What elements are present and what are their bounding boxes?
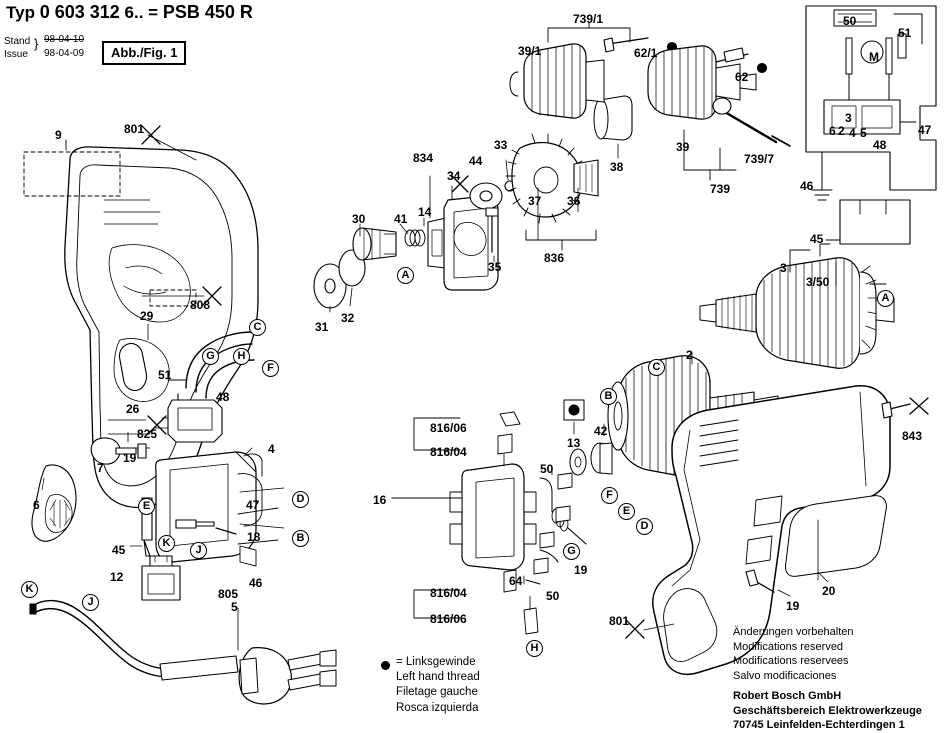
marker-E: E	[618, 503, 635, 520]
callout-12: 12	[110, 570, 124, 584]
callout-M: M	[869, 50, 879, 64]
callout-4: 4	[268, 442, 275, 456]
callout-36: 36	[567, 194, 581, 208]
callout-19: 19	[786, 599, 800, 613]
callout-4: 4	[849, 126, 856, 140]
marker-D: D	[292, 491, 309, 508]
title-suffix: 6.. =	[124, 3, 159, 22]
marker-K: K	[21, 581, 38, 598]
callout-843: 843	[902, 429, 923, 443]
part-12-holder	[142, 556, 180, 600]
callout-48: 48	[216, 390, 230, 404]
company-name: Robert Bosch GmbH	[733, 690, 842, 703]
callout-2: 2	[686, 348, 693, 362]
title-number: 0 603 312	[39, 2, 120, 22]
stand-date-struck: 98-04-10	[44, 34, 85, 45]
credits-line-0: Änderungen vorbehalten	[733, 626, 854, 638]
callout-62: 62	[735, 70, 749, 84]
callout-816-06: 816/06	[430, 421, 467, 435]
callout-19: 19	[574, 563, 588, 577]
callout-46: 46	[800, 179, 814, 193]
callout-5: 5	[860, 126, 867, 140]
callout-29: 29	[140, 309, 154, 323]
marker-F: F	[601, 487, 618, 504]
callout-32: 32	[341, 311, 355, 325]
marker-B: B	[600, 388, 617, 405]
power-cord-5	[30, 601, 336, 704]
marker-G: G	[202, 348, 219, 365]
callout-35: 35	[488, 260, 502, 274]
callout-19: 19	[123, 451, 137, 465]
callout-7: 7	[97, 461, 104, 475]
callout-30: 30	[352, 212, 366, 226]
callout-816-04: 816/04	[430, 586, 467, 600]
callout-33: 33	[494, 138, 508, 152]
legend-line-3: Rosca izquierda	[396, 701, 479, 714]
legend-block	[396, 655, 480, 716]
marker-K: K	[158, 535, 175, 552]
callout-48: 48	[873, 138, 887, 152]
callout-31: 31	[315, 320, 329, 334]
legend-bullet-icon	[381, 661, 390, 670]
marker-E: E	[138, 498, 155, 515]
callout-2: 2	[838, 124, 845, 138]
marker-J: J	[82, 594, 99, 611]
callout-45: 45	[112, 543, 126, 557]
marker-F: F	[262, 360, 279, 377]
wiring-schematic	[806, 6, 936, 244]
company-division: Geschäftsbereich Elektrowerkzeuge	[733, 704, 922, 717]
credits-line-2: Modifications reservees	[733, 655, 849, 668]
callout-51: 51	[158, 368, 172, 382]
callout-44: 44	[469, 154, 483, 168]
marker-B: B	[292, 530, 309, 547]
callout-26: 26	[126, 402, 140, 416]
callout-834: 834	[413, 151, 434, 165]
callout-3: 3	[845, 111, 852, 125]
title-model: PSB 450 R	[162, 2, 253, 22]
callout-62-1: 62/1	[634, 46, 658, 60]
stand-brace: }	[34, 36, 39, 51]
credits-line-1: Modifications reserved	[733, 640, 844, 653]
callout-41: 41	[394, 212, 408, 226]
callout-50: 50	[546, 589, 560, 603]
credits-block	[733, 625, 922, 733]
callout-45: 45	[810, 232, 824, 246]
marker-A: A	[397, 267, 414, 284]
callout-3-50: 3/50	[806, 275, 830, 289]
callout-14: 14	[418, 205, 432, 219]
company-address: 70745 Leinfelden-Echterdingen 1	[733, 719, 905, 732]
callout-5: 5	[231, 600, 238, 614]
callout-20: 20	[822, 584, 836, 598]
callout-808: 808	[190, 298, 211, 312]
callout-50: 50	[843, 14, 857, 28]
callout-6: 6	[829, 124, 836, 138]
callout-39-1: 39/1	[518, 44, 542, 58]
callout-18: 18	[247, 530, 261, 544]
callout-42: 42	[594, 424, 608, 438]
callout-46: 46	[249, 576, 263, 590]
legend-line-0: = Linksgewinde	[396, 656, 476, 668]
callout-739: 739	[710, 182, 731, 196]
callout-38: 38	[610, 160, 624, 174]
marker-H: H	[526, 640, 543, 657]
callout-6: 6	[33, 498, 40, 512]
armature-assembly	[700, 244, 894, 368]
callout-825: 825	[137, 427, 158, 441]
callout-47: 47	[246, 498, 260, 512]
callout-816-06: 816/06	[430, 612, 467, 626]
callout-37: 37	[528, 194, 542, 208]
legend-line-1: Left hand thread	[396, 671, 480, 684]
callout-51: 51	[898, 26, 912, 40]
marker-C: C	[249, 319, 266, 336]
gear-shaft-assembly	[314, 96, 632, 308]
title-prefix: Typ	[6, 3, 35, 22]
callout-64: 64	[509, 574, 523, 588]
callout-39: 39	[676, 140, 690, 154]
callout-739-1: 739/1	[573, 12, 604, 26]
marker-J: J	[190, 542, 207, 559]
marker-H: H	[233, 348, 250, 365]
callout-805: 805	[218, 587, 239, 601]
callout-47: 47	[918, 123, 932, 137]
marker-C: C	[648, 359, 665, 376]
callout-34: 34	[447, 169, 461, 183]
issue-label: Issue	[4, 48, 28, 60]
marker-D: D	[636, 518, 653, 535]
callout-3: 3	[780, 261, 787, 275]
callout-16: 16	[373, 493, 387, 507]
callout-13: 13	[567, 436, 581, 450]
legend-line-2: Filetage gauche	[396, 686, 478, 699]
callout-801: 801	[124, 122, 145, 136]
marker-A: A	[877, 290, 894, 307]
callout-50: 50	[540, 462, 554, 476]
figure-label-box: Abb./Fig. 1	[102, 41, 186, 65]
credits-line-3: Salvo modificaciones	[733, 669, 837, 682]
callout-836: 836	[544, 251, 565, 265]
callout-9: 9	[55, 128, 62, 142]
callout-801: 801	[609, 614, 630, 628]
stand-date: 98-04-09	[44, 48, 85, 59]
marker-G: G	[563, 543, 580, 560]
callout-816-04: 816/04	[430, 445, 467, 459]
stand-label: Stand	[4, 36, 31, 47]
callout-739-7: 739/7	[744, 152, 775, 166]
